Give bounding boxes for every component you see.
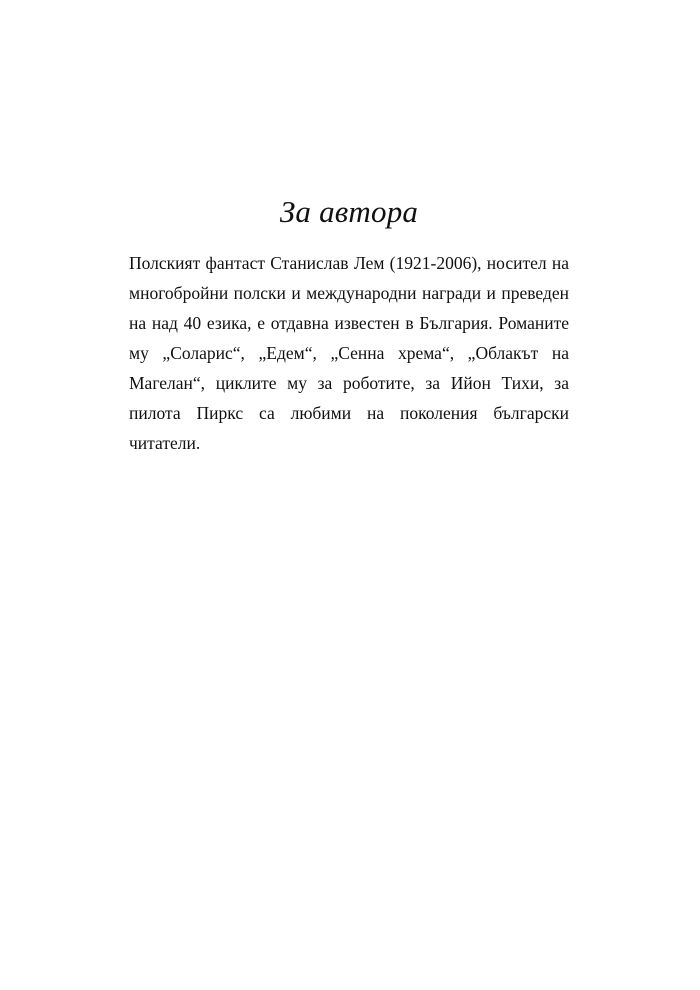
page-content	[129, 192, 569, 458]
body-paragraph: Полският фантаст Станислав Лем (1921-2006), носител на многобройни полски и международни награди и преведен на над 40 езика, е отдавна известен в България. Романите му „Соларис“, „Едем“, „Сенна хрема“, „Облакът на Магелан“, циклите му за роботите, за Ийон Тихи, за пилота Пиркс са любими на поколения български читатели.	[129, 253, 569, 453]
section-heading: За автора	[279, 194, 419, 229]
